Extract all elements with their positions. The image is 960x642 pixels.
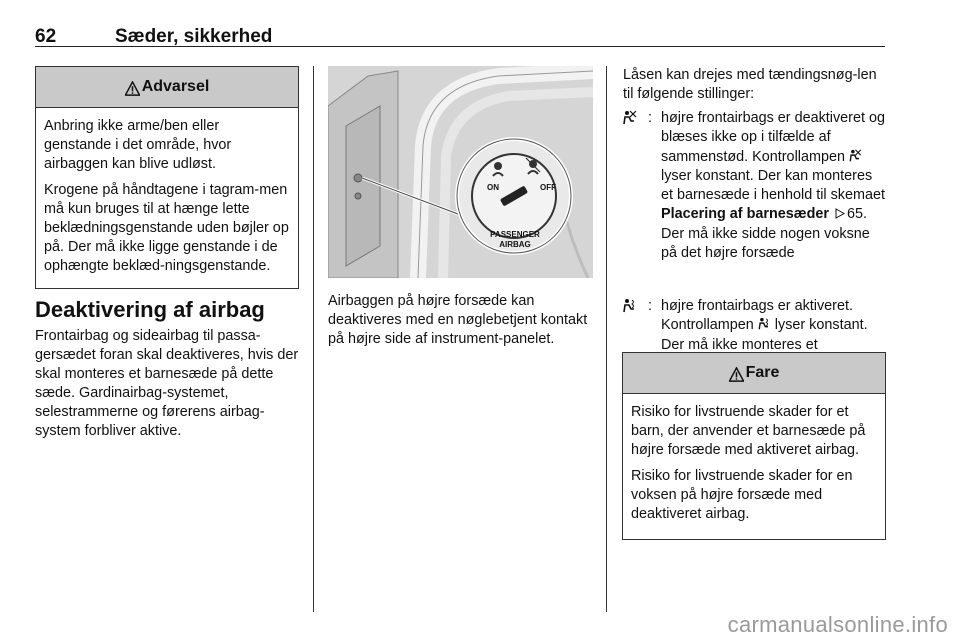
airbag-on-icon <box>758 317 771 331</box>
legend-colon: : <box>648 110 652 126</box>
deactivation-text: Frontairbag og sideairbag til passa-gersædet foran skal deaktiveres, hvis der skal monteres et barnesæde på dette sæde. Gardinairbag-systemet, selestrammerne og førerens airbag-system forbliver aktive. <box>35 328 299 439</box>
warning-triangle-icon <box>729 367 744 382</box>
legend-text: højre frontairbags er deaktiveret og blæses ikke op i tilfælde af sammenstød. Kontrollampen <box>661 110 885 165</box>
airbag-on-icon <box>623 298 637 314</box>
section-title: Sæder, sikkerhed <box>115 26 273 47</box>
danger-box <box>622 352 886 540</box>
switch-label-airbag: AIRBAG <box>499 240 531 249</box>
danger-paragraph: Risiko for livstruende skader for en voksen på højre forsæde med deaktiveret airbag. <box>631 468 853 522</box>
danger-box-title: Fare <box>745 364 780 381</box>
warning-paragraph: Anbring ikke arme/ben eller genstande i det område, hvor airbaggen kan blive udløst. <box>44 118 232 172</box>
switch-label-on: ON <box>487 183 499 192</box>
page-number: 62 <box>35 26 57 47</box>
watermark-text: carmanualsonline.info <box>727 612 948 637</box>
warning-box-title: Advarsel <box>141 78 210 95</box>
warning-paragraph: Krogene på håndtagene i tagram-men må kun bruges til at hænge lette beklædningsgenstande uden bøjler op på. Der må ikke ligge genstande i de ophængte beklæd-ningsgenstande. <box>44 182 289 274</box>
danger-box-body <box>623 394 885 537</box>
legend-description <box>661 109 888 263</box>
cross-reference-link[interactable]: Placering af barnesæder <box>661 206 829 223</box>
deactivation-heading: Deaktivering af airbag <box>35 297 265 322</box>
switch-label-off: OFF <box>540 183 556 192</box>
page-reference-arrow-icon <box>835 208 845 219</box>
danger-box-header <box>623 353 885 394</box>
warning-triangle-icon <box>125 81 140 96</box>
legend-text: . Der må ikke sidde nogen voksne på det højre forsæde <box>661 206 870 262</box>
legend-text: lyser konstant. Der kan monteres et barnesæde i henhold til skemaet <box>661 167 885 204</box>
dashboard-door-drawing <box>328 66 593 278</box>
danger-paragraph: Risiko for livstruende skader for et barn, der anvender et barnesæde på højre forsæde med aktiveret airbag. <box>631 404 866 458</box>
column-divider-right <box>606 66 607 612</box>
page-header <box>35 8 885 47</box>
legend-text: højre frontairbags er aktiveret. Kontrollampen <box>661 298 853 334</box>
airbag-off-icon <box>623 110 637 126</box>
warning-box <box>35 66 299 289</box>
column-divider-left <box>313 66 314 612</box>
airbag-switch-illustration <box>328 66 593 278</box>
switch-label-passenger: PASSENGER <box>490 230 540 239</box>
lock-intro: Låsen kan drejes med tændingsnøg-len til følgende stillinger: <box>623 67 877 102</box>
warning-box-header <box>36 67 298 108</box>
legend-item-airbag-off <box>623 109 888 263</box>
page-reference: 65 <box>846 206 863 223</box>
figure-caption: Airbaggen på højre forsæde kan deaktiveres med en nøglebetjent kontakt på højre side af instrument-panelet. <box>328 293 588 347</box>
airbag-off-icon <box>849 149 862 163</box>
legend-colon: : <box>648 298 652 314</box>
warning-box-body <box>36 108 298 289</box>
legend-text: lyser konstant. Der må ikke monteres et <box>661 317 868 353</box>
